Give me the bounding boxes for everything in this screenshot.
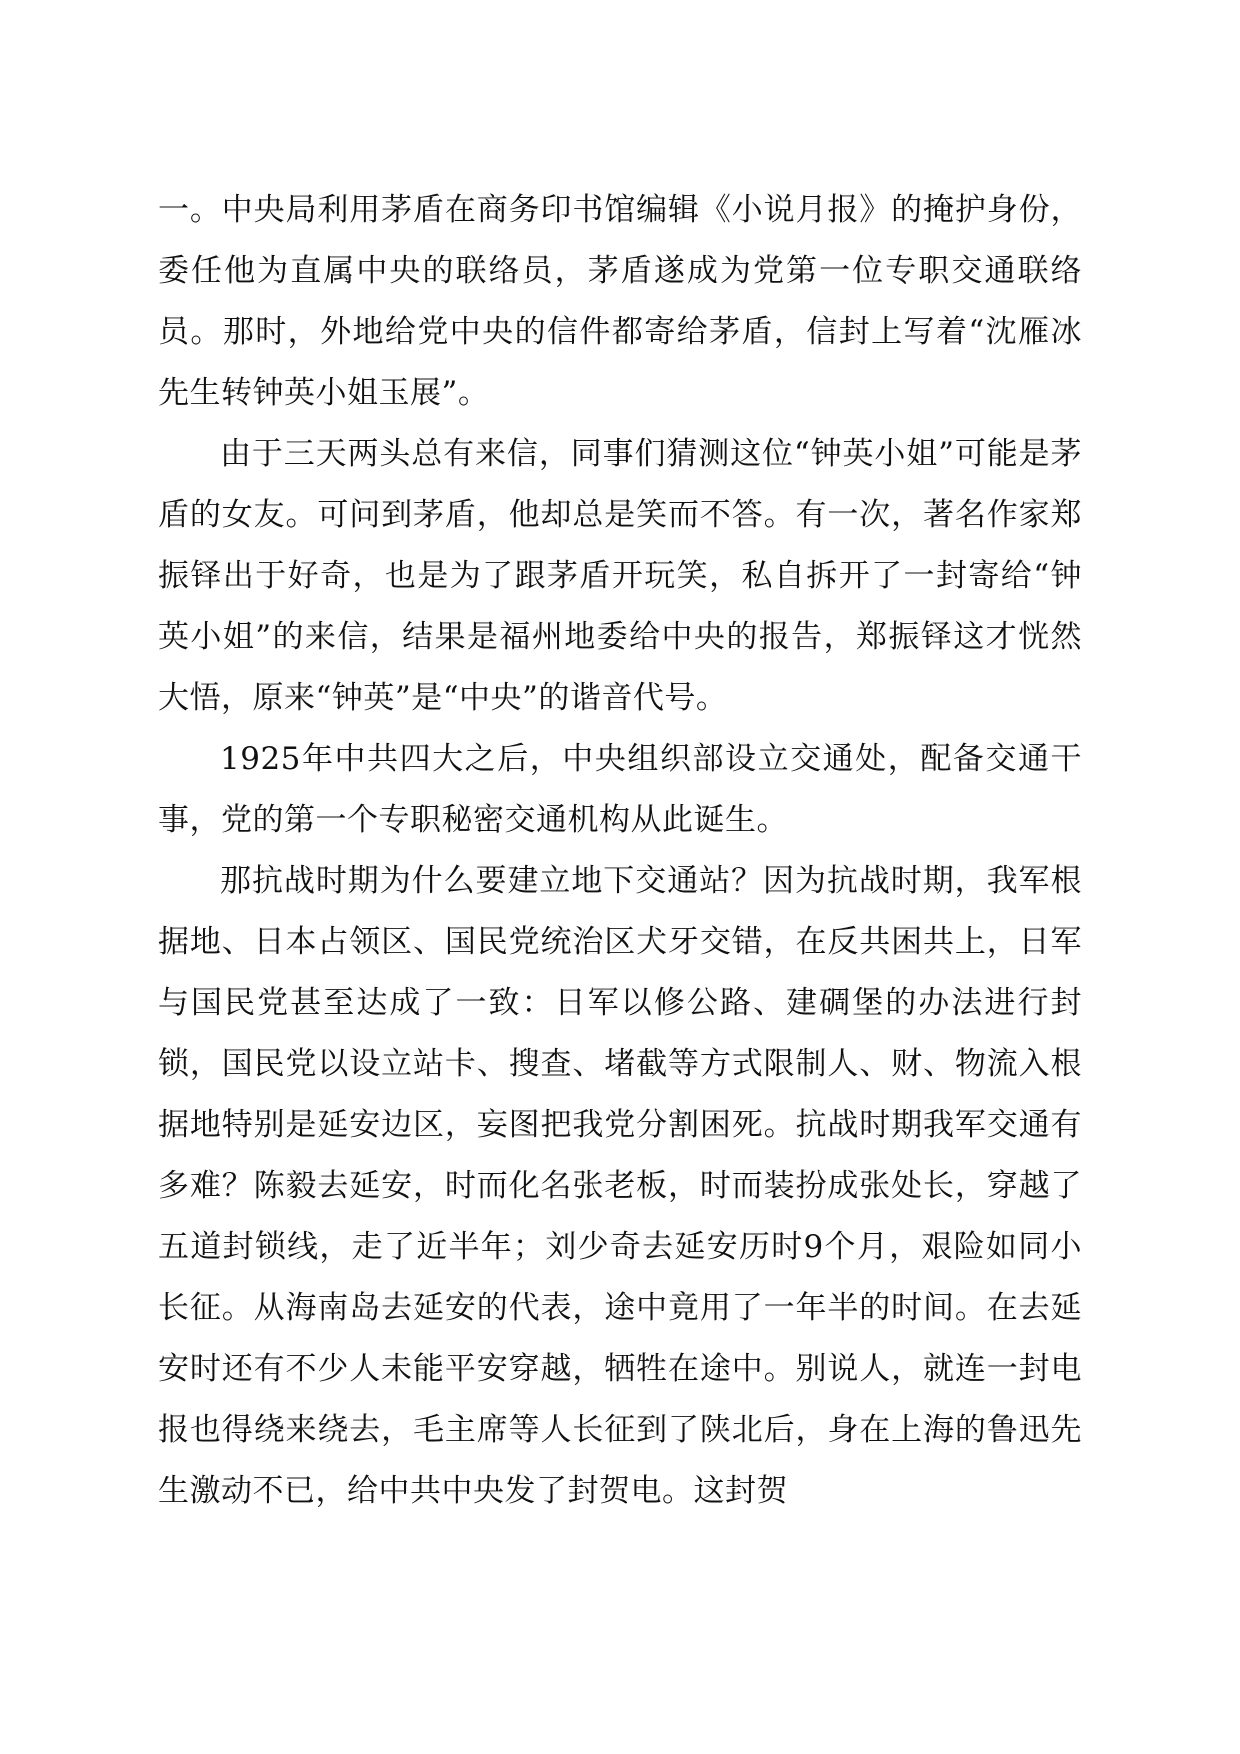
paragraph-continuation: 一。中央局利用茅盾在商务印书馆编辑《小说月报》的掩护身份，委任他为直属中央的联络员，茅盾遂成为党第一位专职交通联络员。那时，外地给党中央的信件都寄给茅盾，信封上写着“沈雁冰先生转钟英小姐玉展”。 bbox=[158, 192, 1082, 411]
paragraph-anti-war-transport: 那抗战时期为什么要建立地下交通站？因为抗战时期，我军根据地、日本占领区、国民党统治区犬牙交错，在反共困共上，日军与国民党甚至达成了一致：日军以修公路、建碉堡的办法进行封锁，国民党以设立站卡、搜查、堵截等方式限制人、财、物流入根据地特别是延安边区，妄图把我党分割困死。抗战时期我军交通有多难？陈毅去延安，时而化名张老板，时而装扮成张处长，穿越了五道封锁线，走了近半年；刘少奇去延安历时9个月，艰险如同小长征。从海南岛去延安的代表，途中竟用了一年半的时间。在去延安时还有不少人未能平安穿越，牺牲在途中。别说人，就连一封电报也得绕来绕去，毛主席等人长征到了陕北后，身在上海的鲁迅先生激动不已，给中共中央发了封贺电。这封贺 bbox=[158, 863, 1082, 1509]
document-body bbox=[158, 180, 1082, 1522]
paragraph-1925: 1925年中共四大之后，中央组织部设立交通处，配备交通干事，党的第一个专职秘密交通机构从此诞生。 bbox=[158, 741, 1082, 838]
paragraph-zhongying: 由于三天两头总有来信，同事们猜测这位“钟英小姐”可能是茅盾的女友。可问到茅盾，他却总是笑而不答。有一次，著名作家郑振铎出于好奇，也是为了跟茅盾开玩笑，私自拆开了一封寄给“钟英小姐”的来信，结果是福州地委给中央的报告，郑振铎这才恍然大悟，原来“钟英”是“中央”的谐音代号。 bbox=[158, 436, 1082, 716]
